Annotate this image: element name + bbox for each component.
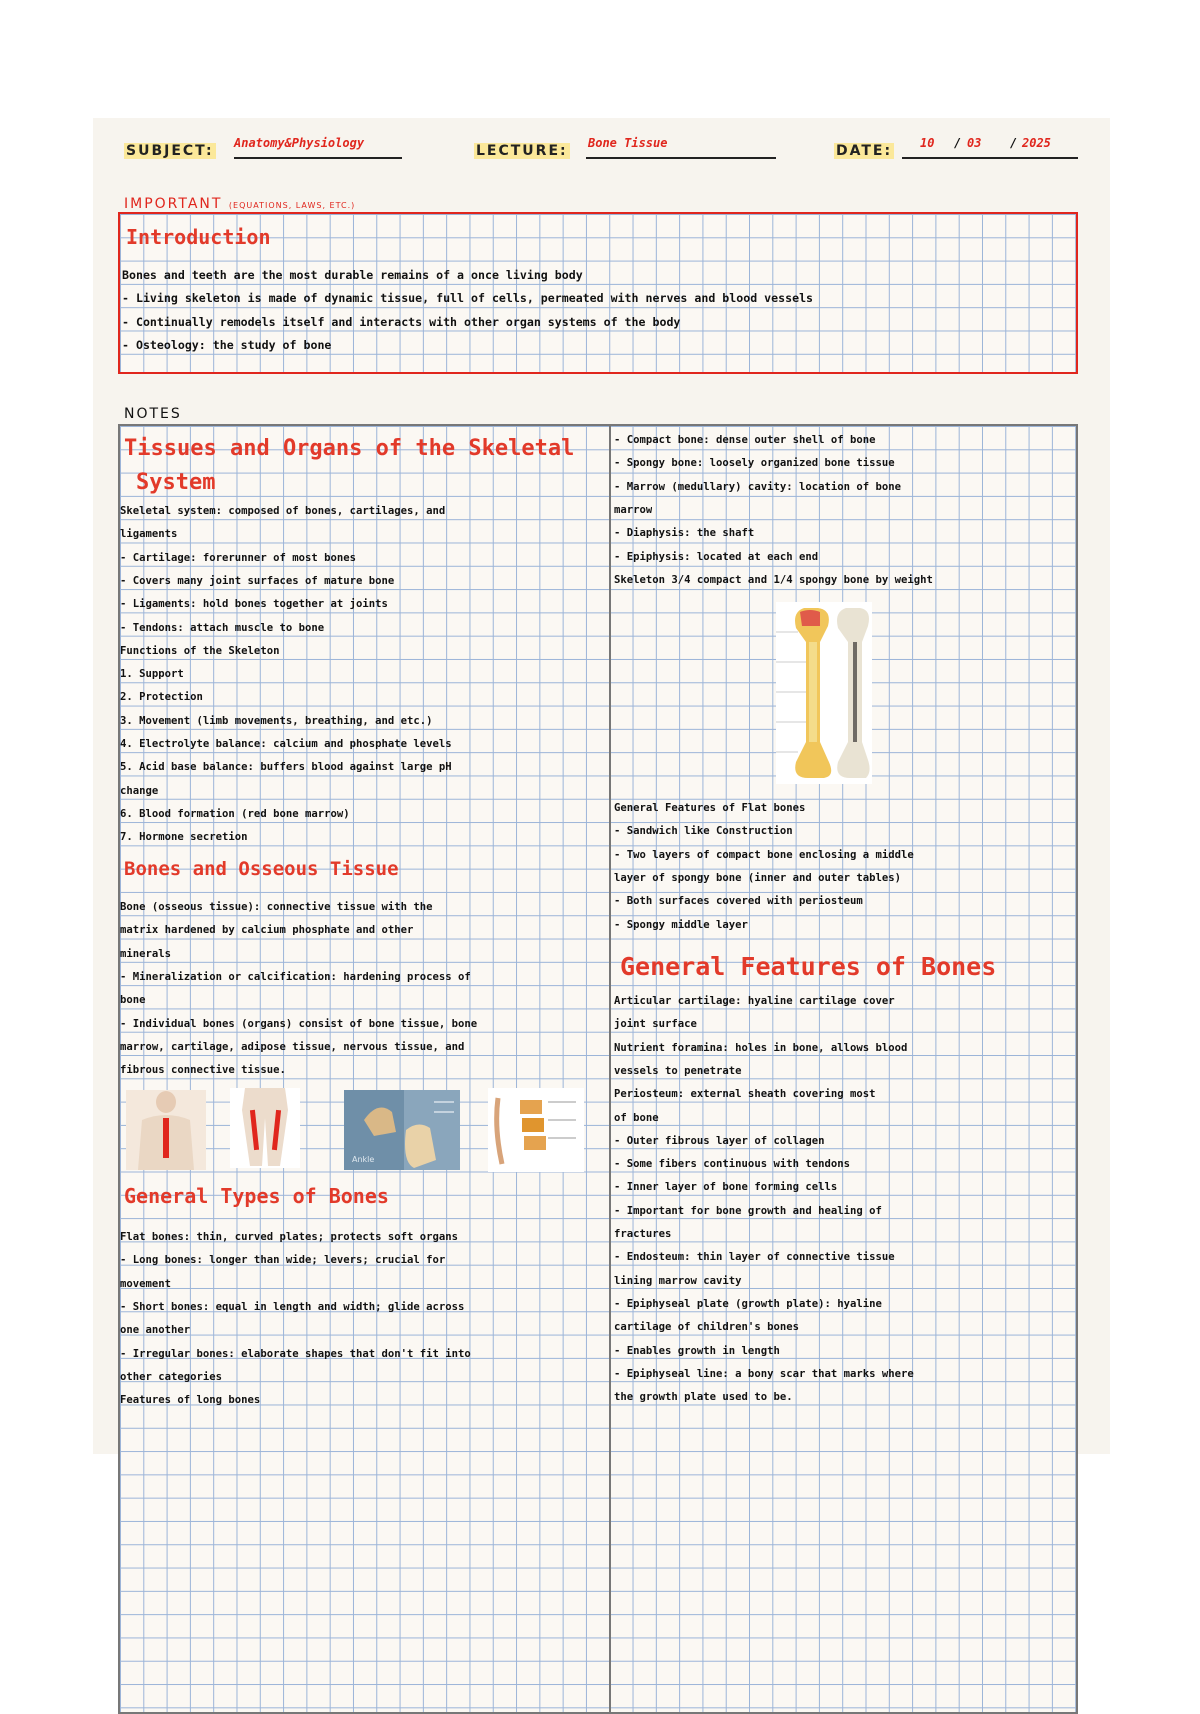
note-line: Features of long bones: [120, 1394, 261, 1407]
date-month: 03: [967, 136, 982, 150]
note-line: Articular cartilage: hyaline cartilage cover: [614, 995, 895, 1007]
note-line: - Endosteum: thin layer of connective tissue: [614, 1251, 895, 1264]
note-line: ligaments: [120, 528, 178, 541]
note-line: - Diaphysis: the shaft: [614, 527, 755, 540]
note-line: - Cartilage: forerunner of most bones: [120, 551, 356, 564]
note-line: - Inner layer of bone forming cells: [614, 1181, 838, 1194]
note-line: layer of spongy bone (inner and outer tables): [614, 871, 902, 884]
note-line: bone: [120, 994, 146, 1007]
spine-figure: [488, 1088, 584, 1172]
lecture-underline: [586, 157, 776, 159]
note-line: - Living skeleton is made of dynamic tissue, full of cells, permeated with nerves and blood vessels: [122, 291, 814, 306]
note-line: - Two layers of compact bone enclosing a middle: [614, 848, 914, 861]
note-line: 7. Hormone secretion: [120, 831, 248, 844]
heading-general-features: General Features of Bones: [620, 952, 997, 981]
note-line: cartilage of children's bones: [614, 1321, 799, 1334]
note-line: marrow: [614, 503, 653, 516]
note-line: Bone (osseous tissue): connective tissue with the: [120, 901, 433, 913]
note-line: - Compact bone: dense outer shell of bone: [614, 434, 876, 446]
note-line: - Some fibers continuous with tendons: [614, 1158, 850, 1171]
note-line: joint surface: [614, 1018, 697, 1031]
heading-skeletal-system-1: Tissues and Organs of the Skeletal: [124, 436, 575, 461]
note-line: - Ligaments: hold bones together at joints: [120, 598, 388, 611]
note-line: 1. Support: [120, 668, 184, 681]
ankle-figure: [344, 1090, 460, 1170]
note-line: - Outer fibrous layer of collagen: [614, 1134, 825, 1147]
note-line: of bone: [614, 1111, 659, 1124]
heading-general-types: General Types of Bones: [124, 1184, 389, 1208]
lecture-value: Bone Tissue: [588, 136, 668, 150]
subject-value: Anatomy&Physiology: [234, 136, 365, 150]
column-divider: [609, 424, 611, 1714]
legs-figure: [230, 1088, 300, 1168]
note-line: - Long bones: longer than wide; levers; crucial for: [120, 1254, 446, 1267]
note-line: Functions of the Skeleton: [120, 644, 280, 657]
note-line: - Epiphyseal line: a bony scar that marks where: [614, 1367, 914, 1380]
skeleton-torso-figure: [126, 1090, 206, 1170]
note-line: change: [120, 784, 159, 797]
date-label: DATE:: [836, 143, 893, 159]
note-line: - Osteology: the study of bone: [122, 337, 332, 352]
note-line: Bones and teeth are the most durable remains of a once living body: [122, 268, 583, 282]
note-line: 4. Electrolyte balance: calcium and phosphate levels: [120, 738, 452, 750]
note-line: the growth plate used to be.: [614, 1391, 793, 1404]
date-day: 10: [920, 136, 935, 150]
intro-heading: Introduction: [126, 225, 271, 249]
note-line: fibrous connective tissue.: [120, 1064, 286, 1077]
note-line: Nutrient foramina: holes in bone, allows blood: [614, 1041, 908, 1054]
note-line: Periosteum: external sheath covering most: [614, 1088, 876, 1101]
note-line: - Tendons: attach muscle to bone: [120, 621, 325, 634]
note-line: - Covers many joint surfaces of mature bone: [120, 574, 395, 587]
note-line: - Important for bone growth and healing of: [614, 1204, 882, 1217]
note-line: one another: [120, 1324, 191, 1337]
note-line: - Spongy middle layer: [614, 918, 748, 931]
note-line: - Mineralization or calcification: hardening process of: [120, 970, 471, 983]
note-line: - Marrow (medullary) cavity: location of bone: [614, 480, 902, 493]
date-slash-2: /: [1010, 136, 1018, 150]
note-line: General Features of Flat bones: [614, 802, 806, 814]
important-label: IMPORTANT (EQUATIONS, LAWS, ETC.): [124, 196, 356, 212]
note-line: 5. Acid base balance: buffers blood against large pH: [120, 761, 452, 774]
note-line: - Epiphysis: located at each end: [614, 550, 819, 563]
note-line: movement: [120, 1277, 172, 1290]
note-line: - Enables growth in length: [614, 1344, 780, 1357]
lecture-label: LECTURE:: [476, 143, 568, 159]
note-line: 6. Blood formation (red bone marrow): [120, 807, 350, 820]
note-line: Skeleton 3/4 compact and 1/4 spongy bone by weight: [614, 573, 933, 586]
note-line: vessels to penetrate: [614, 1064, 742, 1077]
note-line: minerals: [120, 947, 172, 960]
subject-label: SUBJECT:: [126, 143, 214, 159]
ankle-caption: Ankle: [352, 1155, 375, 1164]
note-line: fractures: [614, 1228, 672, 1240]
date-slash-1: /: [954, 136, 962, 150]
note-line: - Short bones: equal in length and width; glide across: [120, 1300, 465, 1313]
note-line: Skeletal system: composed of bones, cartilages, and: [120, 505, 446, 517]
note-line: - Irregular bones: elaborate shapes that don't fit into: [120, 1347, 471, 1360]
note-line: - Epiphyseal plate (growth plate): hyaline: [614, 1297, 882, 1310]
note-line: - Spongy bone: loosely organized bone tissue: [614, 457, 895, 470]
note-line: marrow, cartilage, adipose tissue, nervous tissue, and: [120, 1040, 465, 1053]
note-line: - Sandwich like Construction: [614, 825, 793, 838]
note-line: lining marrow cavity: [614, 1274, 742, 1287]
note-line: - Both surfaces covered with periosteum: [614, 895, 863, 908]
note-line: 3. Movement (limb movements, breathing, and etc.): [120, 714, 433, 727]
date-underline: [902, 157, 1078, 159]
note-line: Flat bones: thin, curved plates; protects soft organs: [120, 1231, 459, 1243]
heading-osseous-tissue: Bones and Osseous Tissue: [124, 858, 399, 880]
note-line: - Continually remodels itself and interacts with other organ systems of the body: [122, 314, 681, 329]
note-line: - Individual bones (organs) consist of bone tissue, bone: [120, 1017, 478, 1030]
note-line: 2. Protection: [120, 691, 203, 704]
note-line: other categories: [120, 1370, 223, 1383]
heading-skeletal-system-2: System: [136, 470, 216, 495]
note-line: matrix hardened by calcium phosphate and other: [120, 924, 414, 937]
subject-underline: [234, 157, 402, 159]
date-year: 2025: [1022, 136, 1051, 150]
long-bone-figure: [776, 602, 872, 784]
notes-label: NOTES: [124, 406, 182, 422]
